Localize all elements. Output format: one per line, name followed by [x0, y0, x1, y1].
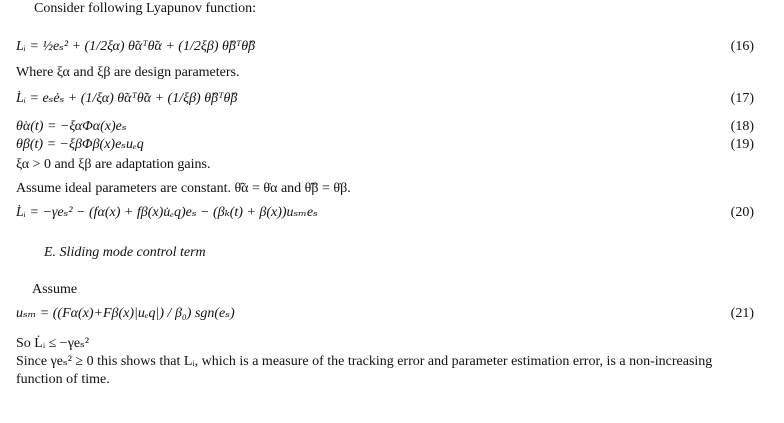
equation-20-number: (20): [730, 205, 754, 220]
so-text: So L̇ᵢ ≤ −γeₛ²: [16, 336, 90, 351]
equation-19-expr: θ̇β(t) = −ξβΦβ(x)eₛuₑq: [16, 137, 144, 152]
equation-19-number: (19): [730, 137, 754, 152]
equation-19: [16, 136, 754, 154]
equation-16: [16, 38, 754, 56]
equation-17-expr: L̇ᵢ = eₛėₛ + (1/ξα) θ̃αᵀθ̃̇α + (1/ξβ) θ̃βᵀθ̃̇β: [16, 91, 238, 106]
equation-21-number: (21): [730, 306, 754, 321]
assume-text: Assume: [32, 282, 78, 297]
equation-17-number: (17): [730, 91, 754, 106]
conclusion-text: Since γeₛ² ≥ 0 this shows that Lᵢ, which is a measure of the tracking error and parameter estimation error, is a non-increasing function of time.: [16, 354, 713, 387]
gains-text: ξα > 0 and ξβ are adaptation gains.: [16, 157, 211, 172]
equation-21-expr: uₛₘ = ((Fα(x)+Fβ(x)|uₑq|) / β₀) sgn(eₛ): [16, 306, 235, 321]
assume-ideal-text: Assume ideal parameters are constant. θ̃̇α = θ̇α and θ̃̇β = θ̇β.: [16, 181, 351, 196]
equation-20: [16, 204, 754, 222]
intro-text: Consider following Lyapunov function:: [34, 1, 257, 16]
section-heading: E. Sliding mode control term: [44, 245, 206, 260]
equation-18-expr: θ̇α(t) = −ξαΦα(x)eₛ: [16, 119, 127, 134]
equation-17: [16, 90, 754, 108]
where-text: Where ξα and ξβ are design parameters.: [16, 65, 240, 80]
equation-16-expr: Lᵢ = ½eₛ² + (1/2ξα) θ̃αᵀθ̃α + (1/2ξβ) θ̃βᵀθ̃β: [16, 39, 256, 54]
equation-20-expr: L̇ᵢ = −γeₛ² − (fα(x) + fβ(x)u̇ₑq)eₛ − (βₖ(t) + β(x))uₛₘeₛ: [16, 205, 318, 220]
equation-18-number: (18): [730, 119, 754, 134]
equation-21: [16, 305, 754, 323]
equation-18: [16, 118, 754, 136]
equation-16-number: (16): [730, 39, 754, 54]
